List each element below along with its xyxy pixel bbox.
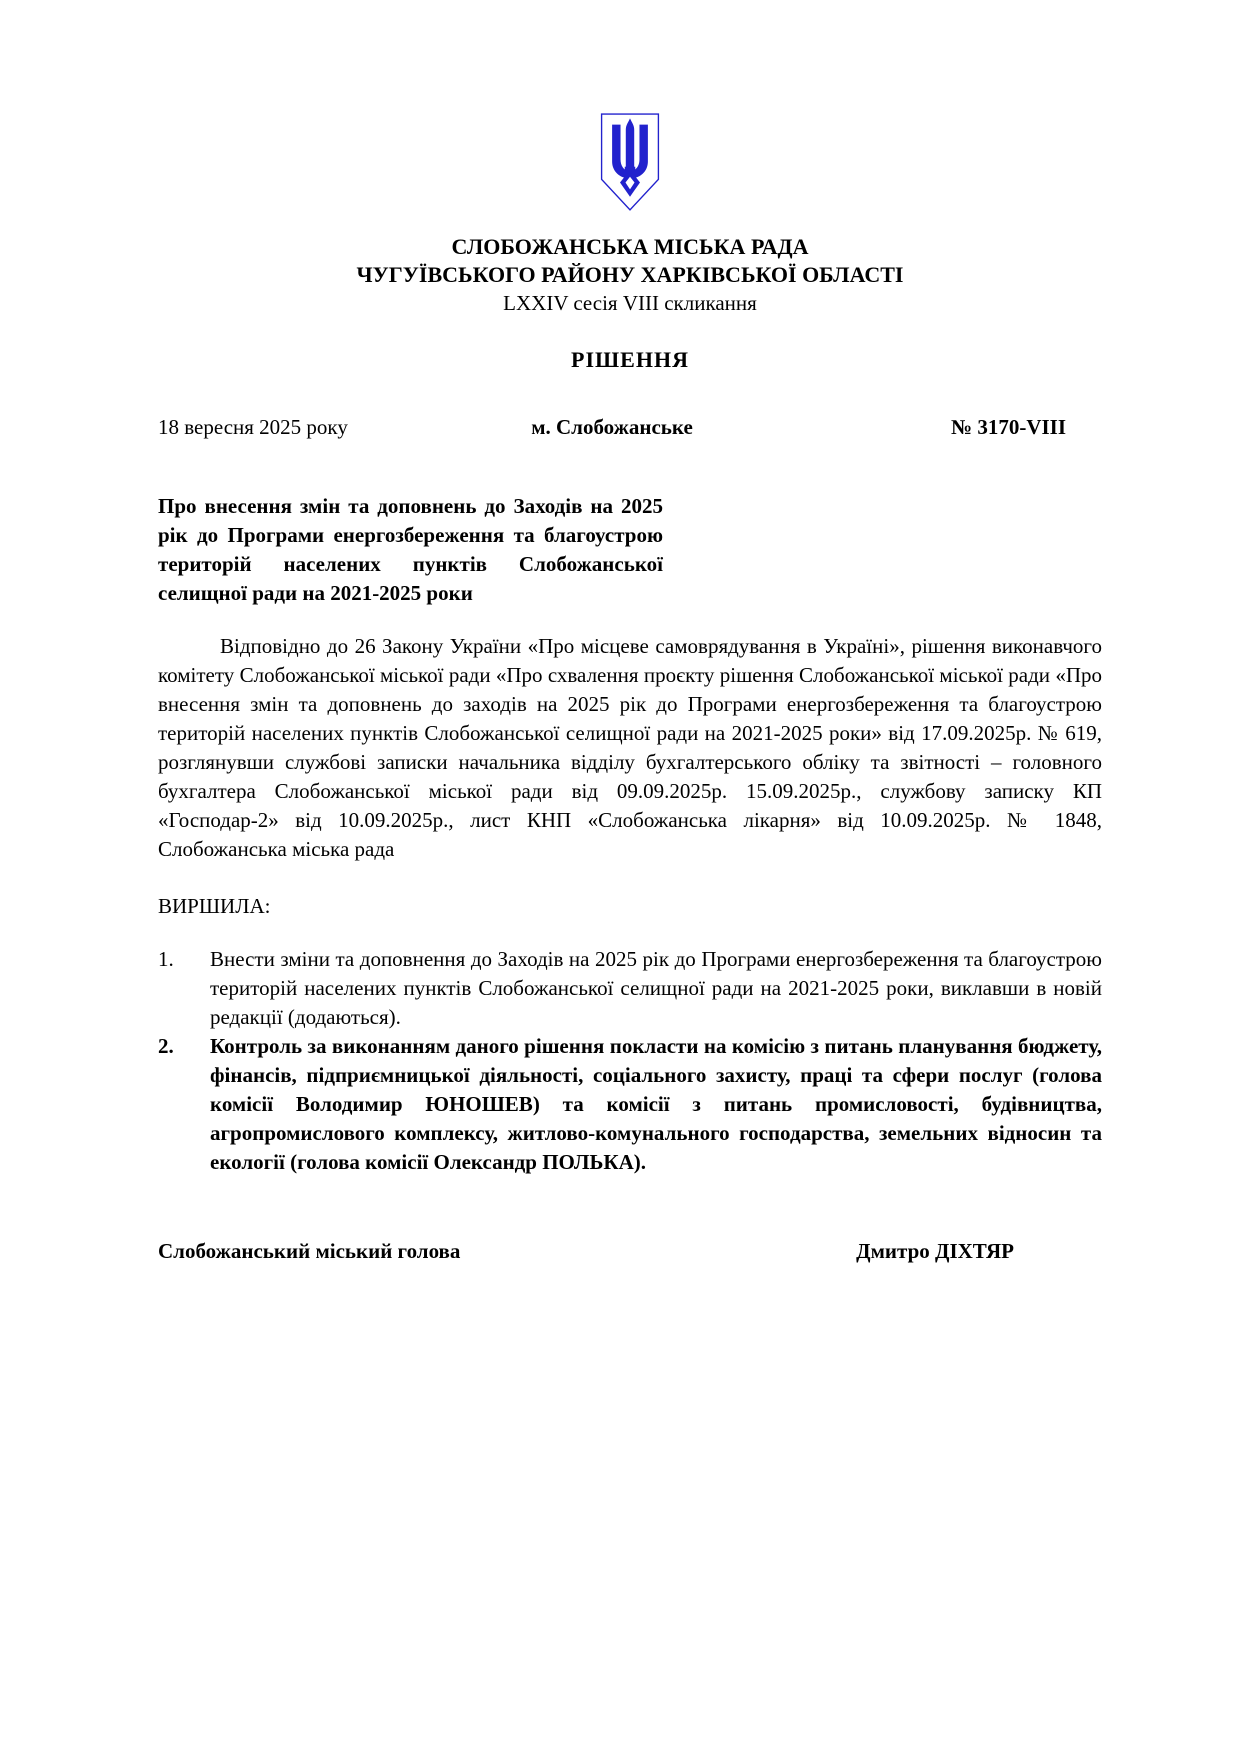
signature-name: Дмитро ДІХТЯР <box>856 1239 1014 1263</box>
session-line: LXXIV сесія VIII скликання <box>503 291 757 315</box>
list-item-text: Контроль за виконанням даного рішення покласти на комісію з питань планування бюджету, фінансів, підприємницької діяльності, соціального захисту, праці та сфери послуг (голова комісії Володимир ЮНОШЕВ) та комісії з питань промисловості, будівництва, агропромислового комплексу, житлово-комунального господарства, земельних відносин та екології (голова комісії Олександр ПОЛЬКА). <box>210 1034 1102 1174</box>
list-item-text: Внести зміни та доповнення до Заходів на 2025 рік до Програми енергозбереження та благоустрою територій населених пунктів Слобожанської селищної ради на 2021-2025 роки, виклавши в новій редакції (додаються). <box>210 947 1102 1029</box>
list-item <box>158 945 1102 1032</box>
list-item-number: 1. <box>158 947 174 971</box>
doc-number: № 3170-VIII <box>950 415 1067 439</box>
resolution-list <box>158 945 1102 1177</box>
signature-row <box>158 1239 1102 1264</box>
doc-place: м. Слобожанське <box>531 415 693 439</box>
doc-body-paragraph: Відповідно до 26 Закону України «Про місцеве самоврядування в Україні», рішення виконавчого комітету Слобожанської міської ради «Про схвалення проєкту рішення Слобожанської міської ради «Про внесення змін та доповнень до заходів на 2025 рік до Програми енергозбереження та благоустрою територій населених пунктів Слобожанської селищної ради на 2021-2025 роки» від 17.09.2025р. № 619, розглянувши службові записки начальника відділу бухгалтерського обліку та звітності – головного бухгалтера Слобожанської міської ради від 09.09.2025р. 15.09.2025р., службову записку КП «Господар-2» від 10.09.2025р., лист КНП «Слобожанська лікарня» від 10.09.2025р. № 1848, Слобожанська міська рада <box>158 634 1102 861</box>
resolved-label: ВИРШИЛА: <box>158 894 271 918</box>
doc-date: 18 вересня 2025 року <box>158 415 348 439</box>
doc-type-title: РІШЕННЯ <box>571 347 689 372</box>
doc-subject-text: Про внесення змін та доповнень до Заходів на 2025 рік до Програми енергозбереження та благоустрою територій населених пунктів Слобожанської селищної ради на 2021-2025 роки <box>158 494 663 605</box>
list-item <box>158 1032 1102 1177</box>
org-name: СЛОБОЖАНСЬКА МІСЬКА РАДА <box>451 234 809 259</box>
ukraine-trident-emblem <box>158 112 1102 213</box>
meta-row <box>158 415 1102 440</box>
signature-title: Слобожанський міський голова <box>158 1239 461 1263</box>
list-item-number: 2. <box>158 1034 174 1058</box>
doc-subject <box>158 492 663 608</box>
trident-icon <box>598 112 662 213</box>
org-region: ЧУГУЇВСЬКОГО РАЙОНУ ХАРКІВСЬКОЇ ОБЛАСТІ <box>356 262 904 287</box>
